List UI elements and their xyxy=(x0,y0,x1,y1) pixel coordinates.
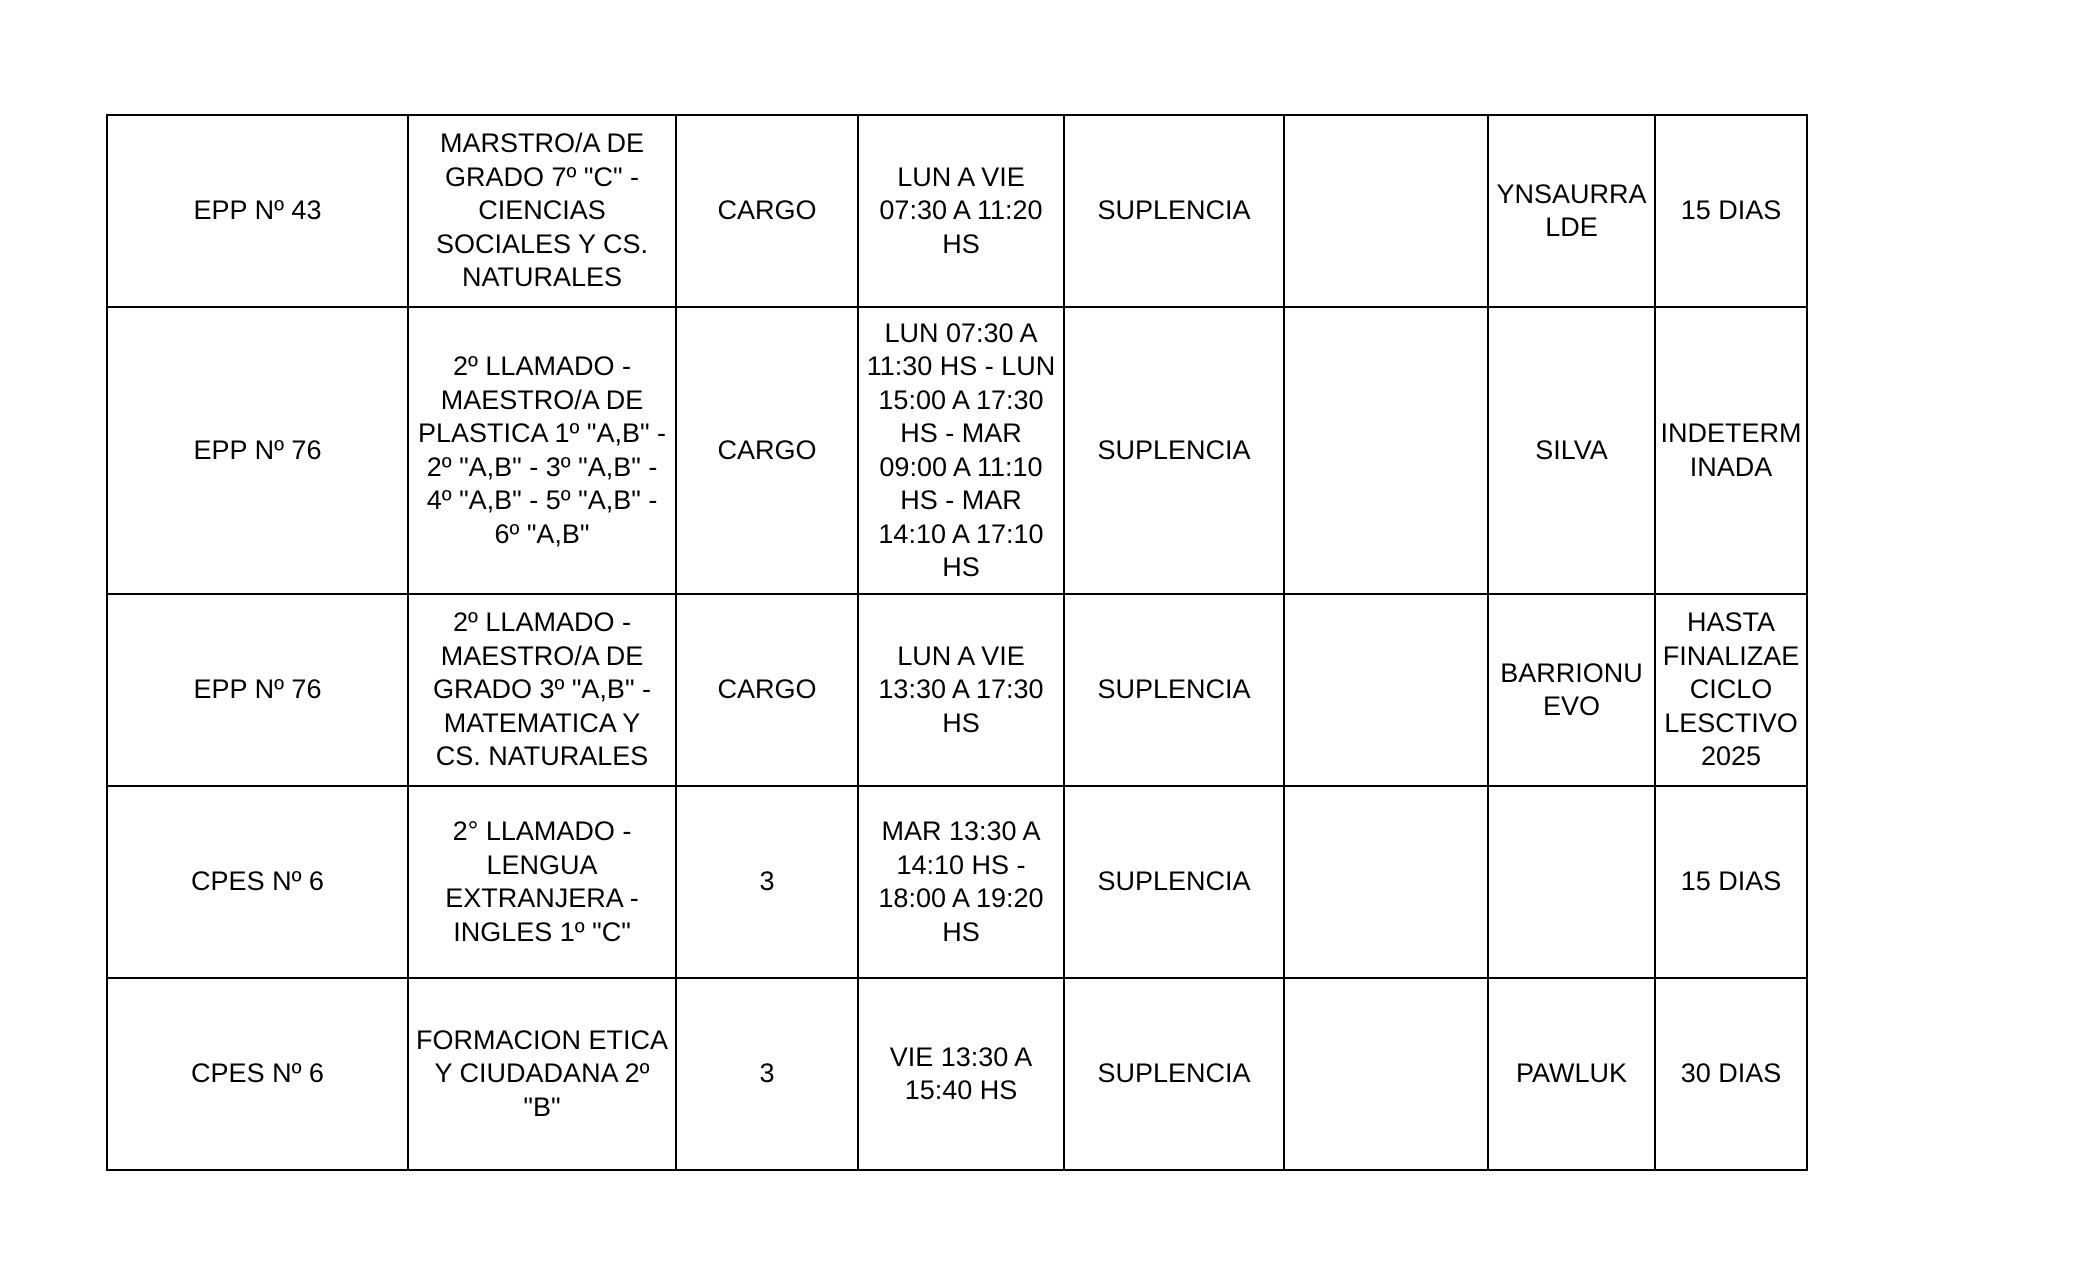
situation-cell xyxy=(1064,786,1284,978)
extra-cell xyxy=(1284,594,1488,786)
table-row xyxy=(107,594,1807,786)
vacancy-table xyxy=(106,114,1808,1171)
type-text: 3 xyxy=(759,1058,775,1089)
school-text: CPES Nº 6 xyxy=(191,1058,324,1089)
table-row xyxy=(107,786,1807,978)
duration-text: INDETERM INADA xyxy=(1660,418,1802,482)
type-text: CARGO xyxy=(717,195,817,226)
school-cell xyxy=(107,594,408,786)
schedule-cell xyxy=(858,786,1064,978)
type-cell xyxy=(676,307,858,594)
duration-cell xyxy=(1655,786,1807,978)
situation-text: SUPLENCIA xyxy=(1097,1058,1251,1089)
position-cell xyxy=(408,786,676,978)
duration-cell xyxy=(1655,594,1807,786)
duration-text: HASTA FINALIZAE CICLO LESCTIVO 2025 xyxy=(1662,607,1800,772)
position-text: MARSTRO/A DE GRADO 7º "C" - CIENCIAS SOCIALES Y CS. NATURALES xyxy=(435,128,649,293)
table-row xyxy=(107,115,1807,307)
situation-cell xyxy=(1064,978,1284,1170)
schedule-text: LUN A VIE 13:30 A 17:30 HS xyxy=(878,640,1044,738)
type-cell xyxy=(676,978,858,1170)
school-cell xyxy=(107,978,408,1170)
type-cell xyxy=(676,594,858,786)
holder-cell xyxy=(1488,115,1655,307)
duration-cell xyxy=(1655,978,1807,1170)
position-cell xyxy=(408,594,676,786)
duration-cell xyxy=(1655,115,1807,307)
extra-cell xyxy=(1284,786,1488,978)
type-cell xyxy=(676,115,858,307)
extra-cell xyxy=(1284,115,1488,307)
holder-text: PAWLUK xyxy=(1515,1058,1628,1089)
duration-cell xyxy=(1655,307,1807,594)
extra-cell xyxy=(1284,307,1488,594)
school-text: EPP Nº 43 xyxy=(193,195,322,226)
schedule-cell xyxy=(858,307,1064,594)
schedule-cell xyxy=(858,594,1064,786)
schedule-text: LUN 07:30 A 11:30 HS - LUN 15:00 A 17:30 HS - MAR 09:00 A 11:10 HS - MAR 14:10 A 17:10 HS xyxy=(866,317,1056,582)
school-text: EPP Nº 76 xyxy=(193,674,322,705)
school-cell xyxy=(107,786,408,978)
schedule-cell xyxy=(858,978,1064,1170)
holder-text: BARRIONU EVO xyxy=(1500,657,1643,721)
type-text: CARGO xyxy=(717,674,817,705)
table-row xyxy=(107,307,1807,594)
schedule-text: LUN A VIE 07:30 A 11:20 HS xyxy=(879,161,1043,259)
table-row xyxy=(107,978,1807,1170)
situation-text: SUPLENCIA xyxy=(1097,195,1251,226)
school-cell xyxy=(107,307,408,594)
schedule-text: VIE 13:30 A 15:40 HS xyxy=(889,1041,1033,1105)
holder-cell xyxy=(1488,594,1655,786)
holder-cell xyxy=(1488,978,1655,1170)
school-cell xyxy=(107,115,408,307)
duration-text: 15 DIAS xyxy=(1680,866,1782,897)
position-cell xyxy=(408,307,676,594)
situation-cell xyxy=(1064,307,1284,594)
extra-cell xyxy=(1284,978,1488,1170)
situation-text: SUPLENCIA xyxy=(1097,674,1251,705)
situation-cell xyxy=(1064,115,1284,307)
holder-text: SILVA xyxy=(1535,434,1608,465)
schedule-text: MAR 13:30 A 14:10 HS - 18:00 A 19:20 HS xyxy=(878,816,1044,947)
position-cell xyxy=(408,115,676,307)
holder-cell xyxy=(1488,786,1655,978)
position-text: 2º LLAMADO - MAESTRO/A DE PLASTICA 1º "A,B" - 2º "A,B" - 3º "A,B" - 4º "A,B" - 5º "A,B" - 6º "A,B" xyxy=(417,351,667,549)
situation-text: SUPLENCIA xyxy=(1097,866,1251,897)
position-text: 2° LLAMADO - LENGUA EXTRANJERA - INGLES 1º "C" xyxy=(445,816,639,947)
position-text: FORMACION ETICA Y CIUDADANA 2º "B" xyxy=(415,1024,668,1122)
duration-text: 30 DIAS xyxy=(1680,1058,1782,1089)
position-text: 2º LLAMADO - MAESTRO/A DE GRADO 3º "A,B" - MATEMATICA Y CS. NATURALES xyxy=(432,607,652,772)
type-text: 3 xyxy=(759,866,775,897)
school-text: EPP Nº 76 xyxy=(193,434,322,465)
holder-cell xyxy=(1488,307,1655,594)
situation-text: SUPLENCIA xyxy=(1097,434,1251,465)
schedule-cell xyxy=(858,115,1064,307)
holder-text: YNSAURRA LDE xyxy=(1496,178,1647,242)
duration-text: 15 DIAS xyxy=(1680,195,1782,226)
situation-cell xyxy=(1064,594,1284,786)
position-cell xyxy=(408,978,676,1170)
type-cell xyxy=(676,786,858,978)
type-text: CARGO xyxy=(717,434,817,465)
school-text: CPES Nº 6 xyxy=(191,866,324,897)
